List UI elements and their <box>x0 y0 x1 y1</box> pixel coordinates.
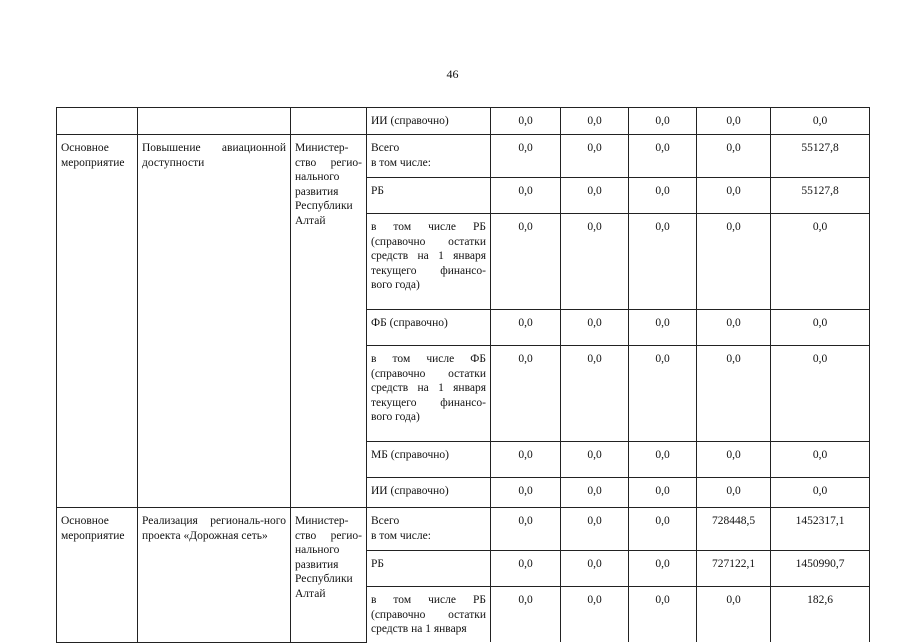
value-cell: 0,0 <box>629 135 697 178</box>
table-row <box>57 135 870 178</box>
value-cell: 0,0 <box>491 108 561 135</box>
value-cell: 0,0 <box>561 310 629 346</box>
value-cell: 0,0 <box>561 508 629 551</box>
value-cell: 0,0 <box>629 587 697 643</box>
value-cell: 0,0 <box>561 587 629 643</box>
value-cell: 0,0 <box>561 442 629 478</box>
value-cell: 0,0 <box>491 178 561 214</box>
value-cell: 0,0 <box>771 478 870 508</box>
value-cell: 0,0 <box>697 214 771 310</box>
value-cell: 0,0 <box>491 478 561 508</box>
value-cell: 0,0 <box>491 508 561 551</box>
value-cell: 0,0 <box>491 442 561 478</box>
value-cell: 0,0 <box>629 310 697 346</box>
value-cell: 182,6 <box>771 587 870 643</box>
value-cell: 0,0 <box>561 214 629 310</box>
value-cell: 727122,1 <box>697 551 771 587</box>
measure-name: Повышение авиационной доступности <box>138 135 291 508</box>
table-row <box>57 108 870 135</box>
value-cell: 0,0 <box>491 214 561 310</box>
value-cell: 0,0 <box>561 551 629 587</box>
value-cell: 0,0 <box>629 508 697 551</box>
executor: Министер-ство регио-нального развития Республики Алтай <box>291 508 367 643</box>
value-cell: 0,0 <box>629 346 697 442</box>
value-cell: 0,0 <box>771 442 870 478</box>
value-cell: 0,0 <box>491 310 561 346</box>
measure-name: Реализация региональ-ного проекта «Дорожная сеть» <box>138 508 291 643</box>
executor: Министер-ство регио-нального развития Республики Алтай <box>291 135 367 508</box>
row-label: Всего в том числе: <box>367 508 491 551</box>
budget-table <box>56 107 870 643</box>
value-cell: 0,0 <box>697 108 771 135</box>
value-cell: 0,0 <box>561 178 629 214</box>
value-cell: 0,0 <box>629 478 697 508</box>
page-number: 46 <box>446 67 459 81</box>
value-cell: 0,0 <box>771 310 870 346</box>
value-cell: 0,0 <box>491 346 561 442</box>
value-cell: 55127,8 <box>771 135 870 178</box>
measure-type: Основное мероприятие <box>57 135 138 508</box>
value-cell: 0,0 <box>697 346 771 442</box>
value-cell: 1452317,1 <box>771 508 870 551</box>
value-cell: 1450990,7 <box>771 551 870 587</box>
measure-type: Основное мероприятие <box>57 508 138 643</box>
value-cell: 0,0 <box>771 214 870 310</box>
row-label: в том числе РБ (справочно остатки средств на 1 января текущего финансо-вого года) <box>367 214 491 310</box>
value-cell: 0,0 <box>561 135 629 178</box>
value-cell: 0,0 <box>697 442 771 478</box>
value-cell: 55127,8 <box>771 178 870 214</box>
value-cell: 0,0 <box>697 135 771 178</box>
value-cell: 0,0 <box>771 346 870 442</box>
value-cell: 0,0 <box>697 587 771 643</box>
value-cell: 728448,5 <box>697 508 771 551</box>
value-cell: 0,0 <box>629 108 697 135</box>
value-cell: 0,0 <box>491 551 561 587</box>
value-cell: 0,0 <box>561 108 629 135</box>
row-label: РБ <box>367 178 491 214</box>
row-label: ФБ (справочно) <box>367 310 491 346</box>
value-cell: 0,0 <box>629 442 697 478</box>
table-row <box>57 508 870 551</box>
value-cell: 0,0 <box>629 551 697 587</box>
value-cell: 0,0 <box>697 310 771 346</box>
value-cell: 0,0 <box>697 478 771 508</box>
row-label: РБ <box>367 551 491 587</box>
value-cell: 0,0 <box>771 108 870 135</box>
value-cell: 0,0 <box>561 478 629 508</box>
value-cell: 0,0 <box>491 135 561 178</box>
value-cell: 0,0 <box>697 178 771 214</box>
row-label: Всего в том числе: <box>367 135 491 178</box>
row-label: в том числе РБ (справочно остатки средств на 1 января <box>367 587 491 643</box>
row-label: ИИ (справочно) <box>367 108 491 135</box>
row-label: в том числе ФБ (справочно остатки средств на 1 января текущего финансо-вого года) <box>367 346 491 442</box>
value-cell: 0,0 <box>491 587 561 643</box>
value-cell: 0,0 <box>561 346 629 442</box>
row-label: ИИ (справочно) <box>367 478 491 508</box>
value-cell: 0,0 <box>629 214 697 310</box>
value-cell: 0,0 <box>629 178 697 214</box>
row-label: МБ (справочно) <box>367 442 491 478</box>
